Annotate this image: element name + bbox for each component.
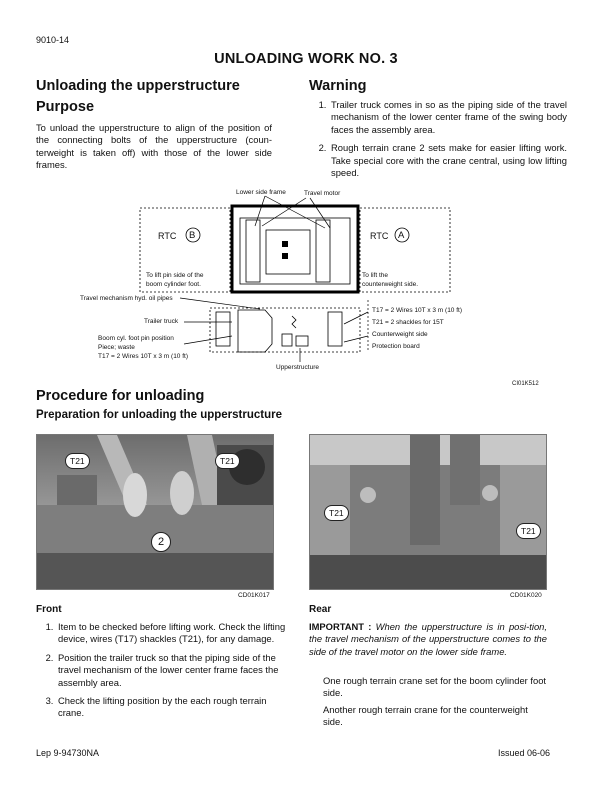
warning-heading: Warning [309,78,367,94]
legend-t17: T17 = 2 Wires 10T x 3 m (10 ft) [372,307,463,314]
warning-list [309,99,567,185]
procedure-subheading: Preparation for unloading the upperstructure [36,409,282,421]
section-heading-unloading: Unloading the upperstructure [36,78,240,94]
important-text: When the upperstructure is in posi-tion, the travel mechanism of the upperstructure comes to the side of the travel motor on the lower side frame. [309,621,547,657]
rear-tag-t21-right: T21 [516,523,541,539]
purpose-text: To unload the upperstructure to align of the position of the connecting bolts of the upperstructure (coun-terweight is taken off) with those of the lower side frames. [36,122,272,171]
warning-item: 2. Rough terrain crane 2 sets make for easier lifting work. Take special core with the crane central, using low lifting speed. [329,142,567,179]
note-left-2: boom cylinder foot. [146,281,201,288]
lower-frame-outline [232,206,358,292]
front-photo [36,434,274,590]
footer-issued: Issued 06-06 [498,748,551,758]
note-right-1: To lift the [362,272,389,279]
important-label: IMPORTANT : [309,621,372,632]
legend-t21: T21 = 2 shackles for 15T [372,319,444,326]
label-rtc-a-letter: A [398,230,405,241]
rear-label: Rear [309,604,332,615]
side-frame-right [316,220,330,282]
rear-para-2: Another rough terrain crane for the counterweight side. [323,704,528,728]
rear-photo [309,434,547,590]
legend-protection-board: Protection board [372,343,420,350]
front-tag-t21-left: T21 [65,453,90,469]
diagram-code: CI01K512 [512,381,539,387]
label-rtc-a: RTC [370,231,389,241]
page-title: UNLOADING WORK NO. 3 [214,51,398,67]
front-item: 3. Check the lifting position by the each rough terrain crane. [56,695,292,720]
purpose-heading: Purpose [36,99,95,115]
label-travel-motor: Travel motor [304,190,341,197]
label-lower-side-frame: Lower side frame [236,189,286,196]
front-tag-t21-right: T21 [215,453,240,469]
label-boom-pin-3: T17 = 2 Wires 10T x 3 m (10 ft) [98,353,189,360]
legend-counterweight: Counterweight side [372,331,428,338]
trailer-outline [210,308,360,352]
rear-important [309,621,547,658]
front-callout-2: 2 [151,532,171,552]
rear-photo-code: CD01K020 [510,592,542,599]
rear-tag-t21-left: T21 [324,505,349,521]
front-label: Front [36,604,62,615]
label-upperstructure: Upperstructure [276,364,319,371]
warning-item: 1. Trailer truck comes in so as the piping side of the travel mechanism of the lower center frame of the swing body faces the assembly area. [329,99,567,136]
label-hyd-oil-pipes: Travel mechanism hyd. oil pipes [80,295,173,302]
front-item: 1. Item to be checked before lifting work. Check the lifting device, wires (T17) shackles (T21), for any damage. [56,621,292,646]
label-rtc-b: RTC [158,231,177,241]
page-code: 9010-14 [36,35,70,45]
label-boom-pin-2: Piece; waste [98,344,135,351]
rtc-b-area [140,208,230,292]
front-item: 2. Position the trailer truck so that the piping side of the travel mechanism of the lower center frame faces the assembly area. [56,652,292,689]
front-photo-code: CD01K017 [238,592,270,599]
rear-para-1: One rough terrain crane set for the boom cylinder foot side. [323,675,547,699]
front-list [36,621,292,726]
label-trailer-truck: Trailer truck [144,318,179,325]
side-frame-left [246,220,260,282]
note-right-2: counterweight side. [362,281,419,288]
note-left-1: To lift pin side of the [146,272,204,279]
procedure-heading: Procedure for unloading [36,388,205,404]
label-rtc-b-letter: B [189,230,196,241]
label-boom-pin-1: Boom cyl. foot pin position [98,335,174,342]
rtc-a-area [360,208,450,292]
footer-doc-number: Lep 9-94730NA [36,748,100,758]
center-frame [266,230,310,274]
